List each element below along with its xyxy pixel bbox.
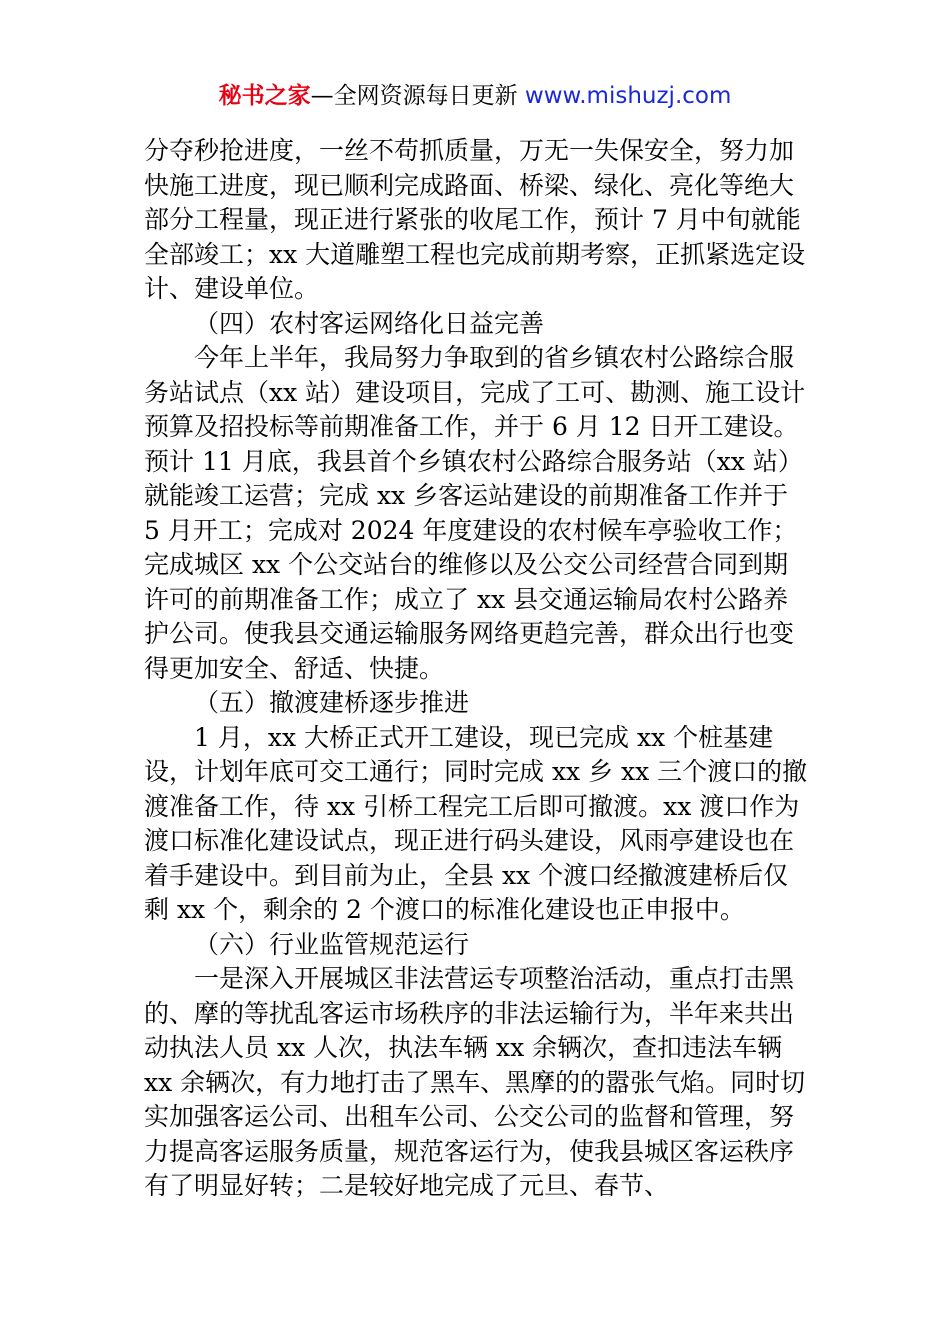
document-body (144, 134, 809, 1204)
brand-name: 秘书之家 (218, 83, 311, 109)
section-heading-5: （五）撤渡建桥逐步推进 (194, 688, 470, 717)
header-tagline: —全网资源每日更新 (310, 83, 518, 109)
site-header (0, 80, 950, 112)
paragraph-continuation: 分夺秒抢进度，一丝不苟抓质量，万无一失保安全，努力加快施工进度，现已顺利完成路面、桥梁、绿化、亮化等绝大部分工程量，现正进行紧张的收尾工作，预计 7 月中旬就能全部竣工；xx 大道雕塑工程也完成前期考察，正抓紧选定设计、建设单位。 (144, 136, 806, 303)
section-heading-4: （四）农村客运网络化日益完善 (194, 308, 545, 338)
paragraph: 1 月，xx 大桥正式开工建设，现已完成 xx 个桩基建设，计划年底可交工通行；同时完成 xx 乡 xx 三个渡口的撤渡准备工作，待 xx 引桥工程完工后即可撤渡。xx 渡口作为渡口标准化建设试点，现正进行码头建设，风雨亭建设也在着手建设中。到目前为止，全县 xx 个渡口经撤渡建桥后仅剩 xx 个，剩余的 2 个渡口的标准化建设也正申报中。 (144, 722, 808, 924)
paragraph: 今年上半年，我局努力争取到的省乡镇农村公路综合服务站试点（xx 站）建设项目，完成了工可、勘测、施工设计预算及招投标等前期准备工作，并于 6 月 12 日开工建设。预计 11 月底，我县首个乡镇农村公路综合服务站（xx 站）就能竣工运营；完成 xx 乡客运站建设的前期准备工作并于 5 月开工；完成对 2024 年度建设的农村候车亭验收工作；完成城区 xx 个公交站台的维修以及公交公司经营合同到期许可的前期准备工作；成立了 xx 县交通运输局农村公路养护公司。使我县交通运输服务网络更趋完善，群众出行也变得更加安全、舒适、快捷。 (144, 343, 806, 683)
paragraph: 一是深入开展城区非法营运专项整治活动，重点打击黑的、摩的等扰乱客运市场秩序的非法运输行为，半年来共出动执法人员 xx 人次，执法车辆 xx 余辆次，查扣违法车辆 xx 余辆次，有力地打击了黑车、黑摩的的嚣张气焰。同时切实加强客运公司、出租车公司、公交公司的监督和管理，努力提高客运服务质量，规范客运行为，使我县城区客运秩序有了明显好转；二是较好地完成了元旦、春节、 (144, 964, 806, 1200)
section-heading-6: （六）行业监管规范运行 (194, 929, 470, 959)
site-url-link[interactable]: www.mishuzj.com (524, 83, 732, 109)
